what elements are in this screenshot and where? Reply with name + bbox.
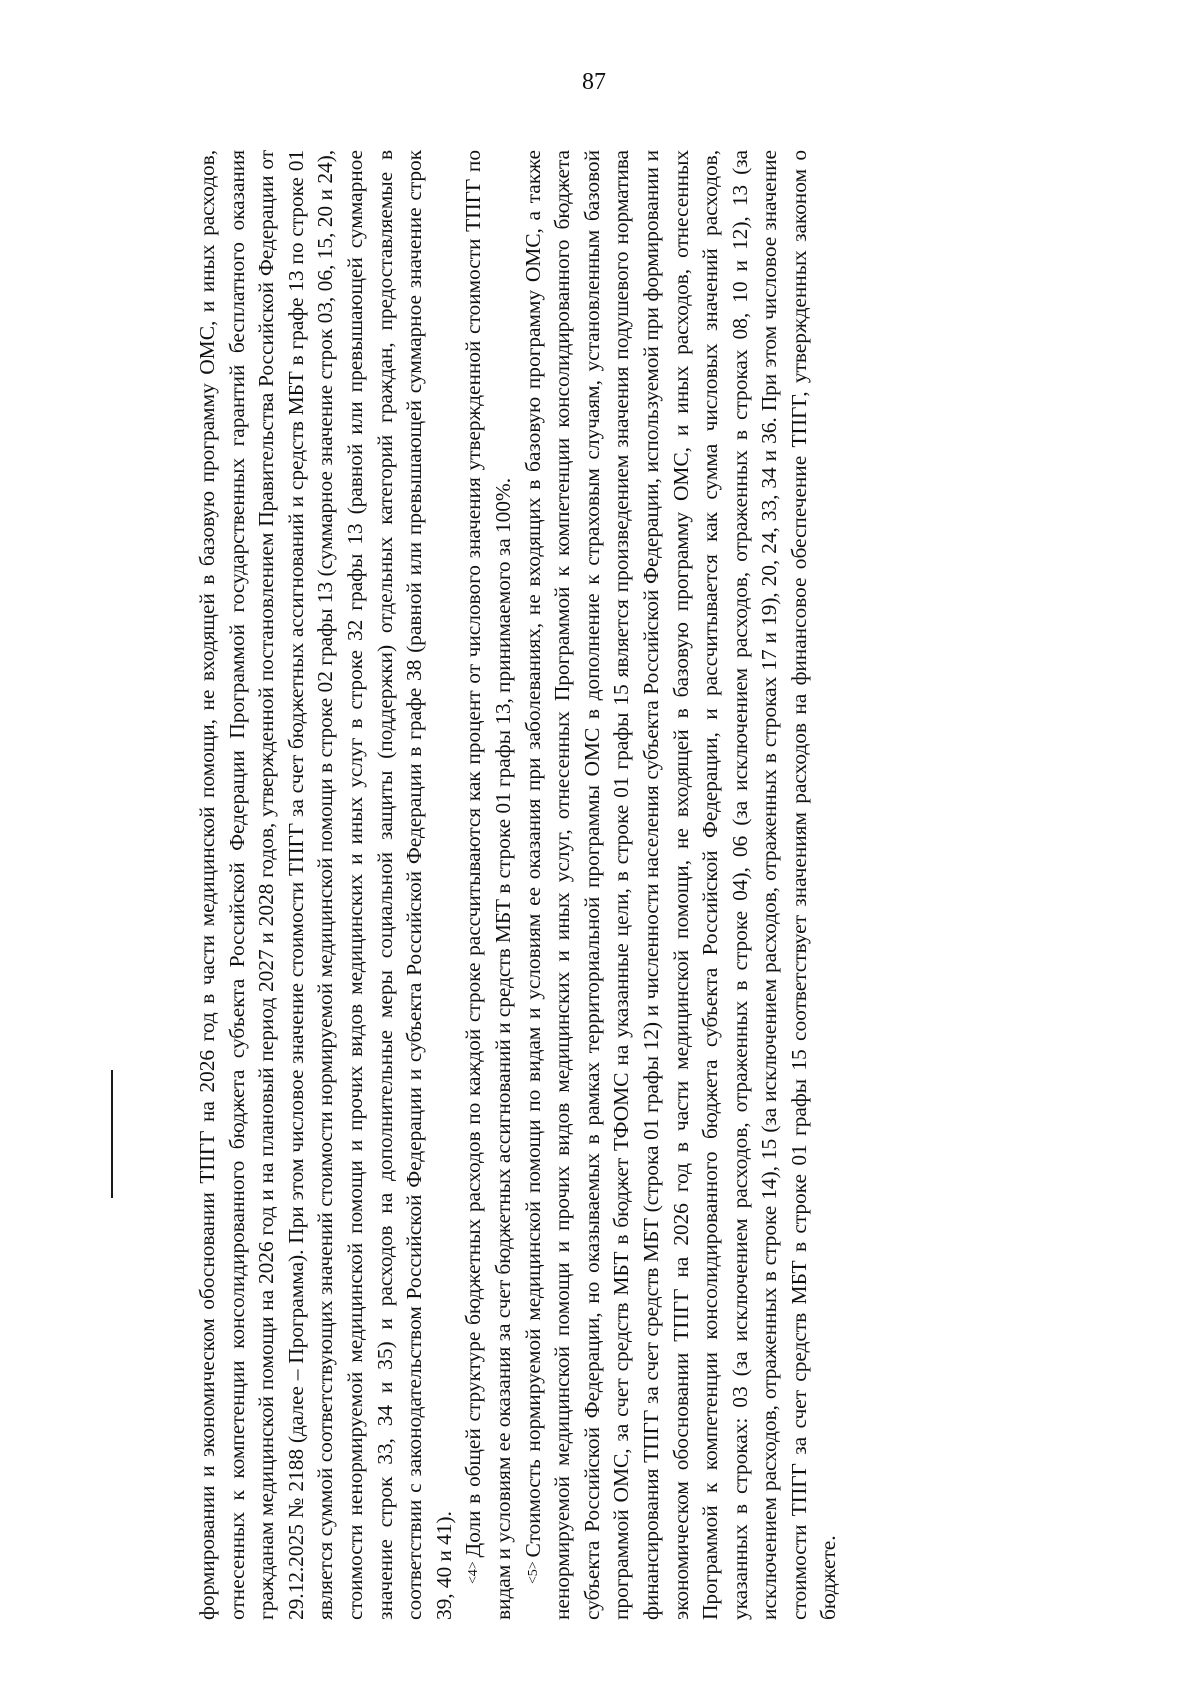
- page-number: 87: [582, 69, 606, 95]
- footnote-4-marker: <4>: [466, 1561, 482, 1584]
- footnote-5-text: Стоимость нормируемой медицинской помощи по видам и условиям ее оказания при заболеваниях, не входящих в базовую программу ОМС, а также ненормируемой медицинской помощи и прочих видов медицинских и иных услуг, отнесенных Программой к компетенции консолидированного бюджета субъекта Российской Федерации, но оказываемых в рамках территориальной программы ОМС в дополнение к страховым случаям, установленным базовой программой ОМС, за счет средств МБТ в бюджет ТФОМС на указанные цели, в строке 01 графы 15 является произведением значения подушевого норматива финансирования ТПГГ за счет средств МБТ (строка 01 графы 12) и численности населения субъекта Российской Федерации, используемой при формировании и экономическом обосновании ТПГГ на 2026 год в части медицинской помощи, не входящей в базовую программу ОМС, и иных расходов, отнесенных Программой к компетенции консолидированного бюджета субъекта Российской Федерации, и рассчитывается как сумма числовых значений расходов, указанных в строках: 03 (за исключением расходов, отраженных в строке 04), 06 (за исключением расходов, отраженных в строках 08, 10 и 12), 13 (за исключением расходов, отраженных в строке 14), 15 (за исключением расходов, отраженных в строках 17 и 19), 20, 24, 33, 34 и 36. При этом числовое значение стоимости ТПГГ за счет средств МБТ в строке 01 графы 15 соответствует значениям расходов на финансовое обеспечение ТПГГ, утвержденных законом о бюджете.: [520, 150, 841, 1620]
- footnote-4-text: Доли в общей структуре бюджетных расходов по каждой строке рассчитываются как процент от числового значения утвержденной стоимости ТПГГ по видам и условиям ее оказания за счет бюджетных ассигнований и средств МБТ в строке 01 графы 13, принимаемого за 100%.: [461, 150, 515, 1620]
- margin-line: [111, 1070, 113, 1198]
- paragraph-1-text: формировании и экономическом обосновании ТПГГ на 2026 год в части медицинской помощи, не входящей в базовую программу ОМС, и иных расходов, отнесенных к компетенции консолидированного бюджета субъекта Российской Федерации Программой государственных гарантий бесплатного оказания гражданам медицинской помощи на 2026 год и на плановый период 2027 и 2028 годов, утвержденной постановлением Правительства Российской Федерации от 29.12.2025 № 2188 (далее – Программа). При этом числовое значение стоимости ТПГГ за счет бюджетных ассигнований и средств МБТ в графе 13 по строке 01 является суммой соответствующих значений стоимости нормируемой медицинской помощи в строке 02 графы 13 (суммарное значение строк 03, 06, 15, 20 и 24), стоимости ненормируемой медицинской помощи и прочих видов медицинских и иных услуг в строке 32 графы 13 (равной или превышающей суммарное значение строк 33, 34 и 35) и расходов на дополнительные меры социальной защиты (поддержки) отдельных категорий граждан, предоставляемые в соответствии с законодательством Российской Федерации и субъекта Российской Федерации в графе 38 (равной или превышающей суммарное значение строк 39, 40 и 41).: [195, 150, 456, 1620]
- paragraph-1: [193, 150, 459, 1620]
- footnote-4: [459, 150, 518, 1620]
- footnote-5: [519, 150, 845, 1620]
- rotated-text-block: [193, 150, 844, 1620]
- footnote-5-marker: <5>: [525, 1561, 541, 1584]
